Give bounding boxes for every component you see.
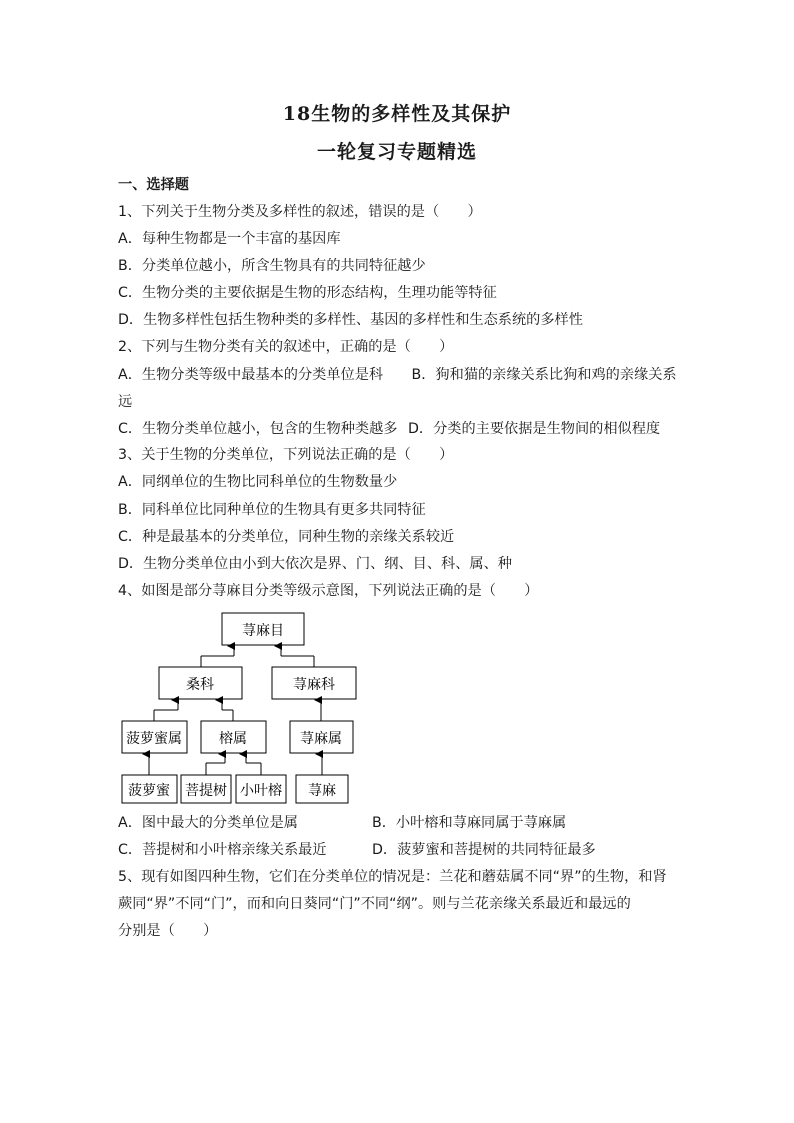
q4-option-a: A．图中最大的分类单位是属 [118,815,298,831]
section-heading: 一、选择题 [118,177,189,193]
label-family2: 荨麻科 [293,677,335,693]
label-genus3: 荨麻属 [300,731,342,747]
q2-option-d: D．分类的主要依据是生物间的相似程度 [408,421,661,437]
q5-line2: 蕨同“界”不同“门”，而和向日葵同“门”不同“纲”。则与兰花亲缘关系最近和最远的 [118,896,631,912]
q2-options-ab: A．生物分类等级中最基本的分类单位是科 B．狗和猫的亲缘关系比狗和鸡的亲缘关系 [118,367,677,383]
q3-option-c: C．种是最基本的分类单位，同种生物的亲缘关系较近 [118,529,455,545]
q4-option-c: C．菩提树和小叶榕亲缘关系最近 [118,842,327,858]
q4-option-d: D．菠萝蜜和菩提树的共同特征最多 [372,842,596,858]
q5-line1: 5、现有如图四种生物，它们在分类单位的情况是：兰花和蘑菇属不同“界”的生物，和肾 [118,869,667,885]
q4-stem: 4、如图是部分荨麻目分类等级示意图，下列说法正确的是（ ） [118,583,539,599]
label-genus2: 榕属 [219,731,247,747]
q1-option-b: B．分类单位越小，所含生物具有的共同特征越少 [118,258,426,274]
q2-options-ab-wrap: 远 [118,394,133,410]
label-species2: 菩提树 [185,783,227,799]
q5-line3: 分别是（ ） [118,923,218,939]
q1-option-a: A．每种生物都是一个丰富的基因库 [118,231,341,247]
q3-stem: 3、关于生物的分类单位，下列说法正确的是（ ） [118,447,454,463]
q4-options-cd [118,841,596,859]
q3-option-a: A．同纲单位的生物比同科单位的生物数量少 [118,474,398,490]
q3-option-b: B．同科单位比同种单位的生物具有更多共同特征 [118,502,426,518]
label-order: 荨麻目 [242,623,284,639]
q4-options-ab [118,814,567,832]
q1-option-d: D．生物多样性包括生物种类的多样性、基因的多样性和生态系统的多样性 [118,312,583,328]
q4-option-b: B．小叶榕和荨麻同属于荨麻属 [372,815,567,831]
q2-option-c: C．生物分类单位越小，包含的生物种类越多 [118,421,398,437]
q3-option-d: D．生物分类单位由小到大依次是界、门、纲、目、科、属、种 [118,556,512,572]
label-species4: 荨麻 [308,783,336,799]
label-family1: 桑科 [186,677,214,693]
label-species3: 小叶榕 [240,783,282,799]
label-species1: 菠萝蜜 [128,783,170,799]
label-genus1: 菠萝蜜属 [126,731,182,747]
q1-option-c: C．生物分类的主要依据是生物的形态结构，生理功能等特征 [118,285,497,301]
q2-stem: 2、下列与生物分类有关的叙述中，正确的是（ ） [118,339,454,355]
q1-stem: 1、下列关于生物分类及多样性的叙述，错误的是（ ） [118,204,482,220]
page-title: 18生物的多样性及其保护 [282,103,512,125]
page-subtitle: 一轮复习专题精选 [316,141,477,163]
